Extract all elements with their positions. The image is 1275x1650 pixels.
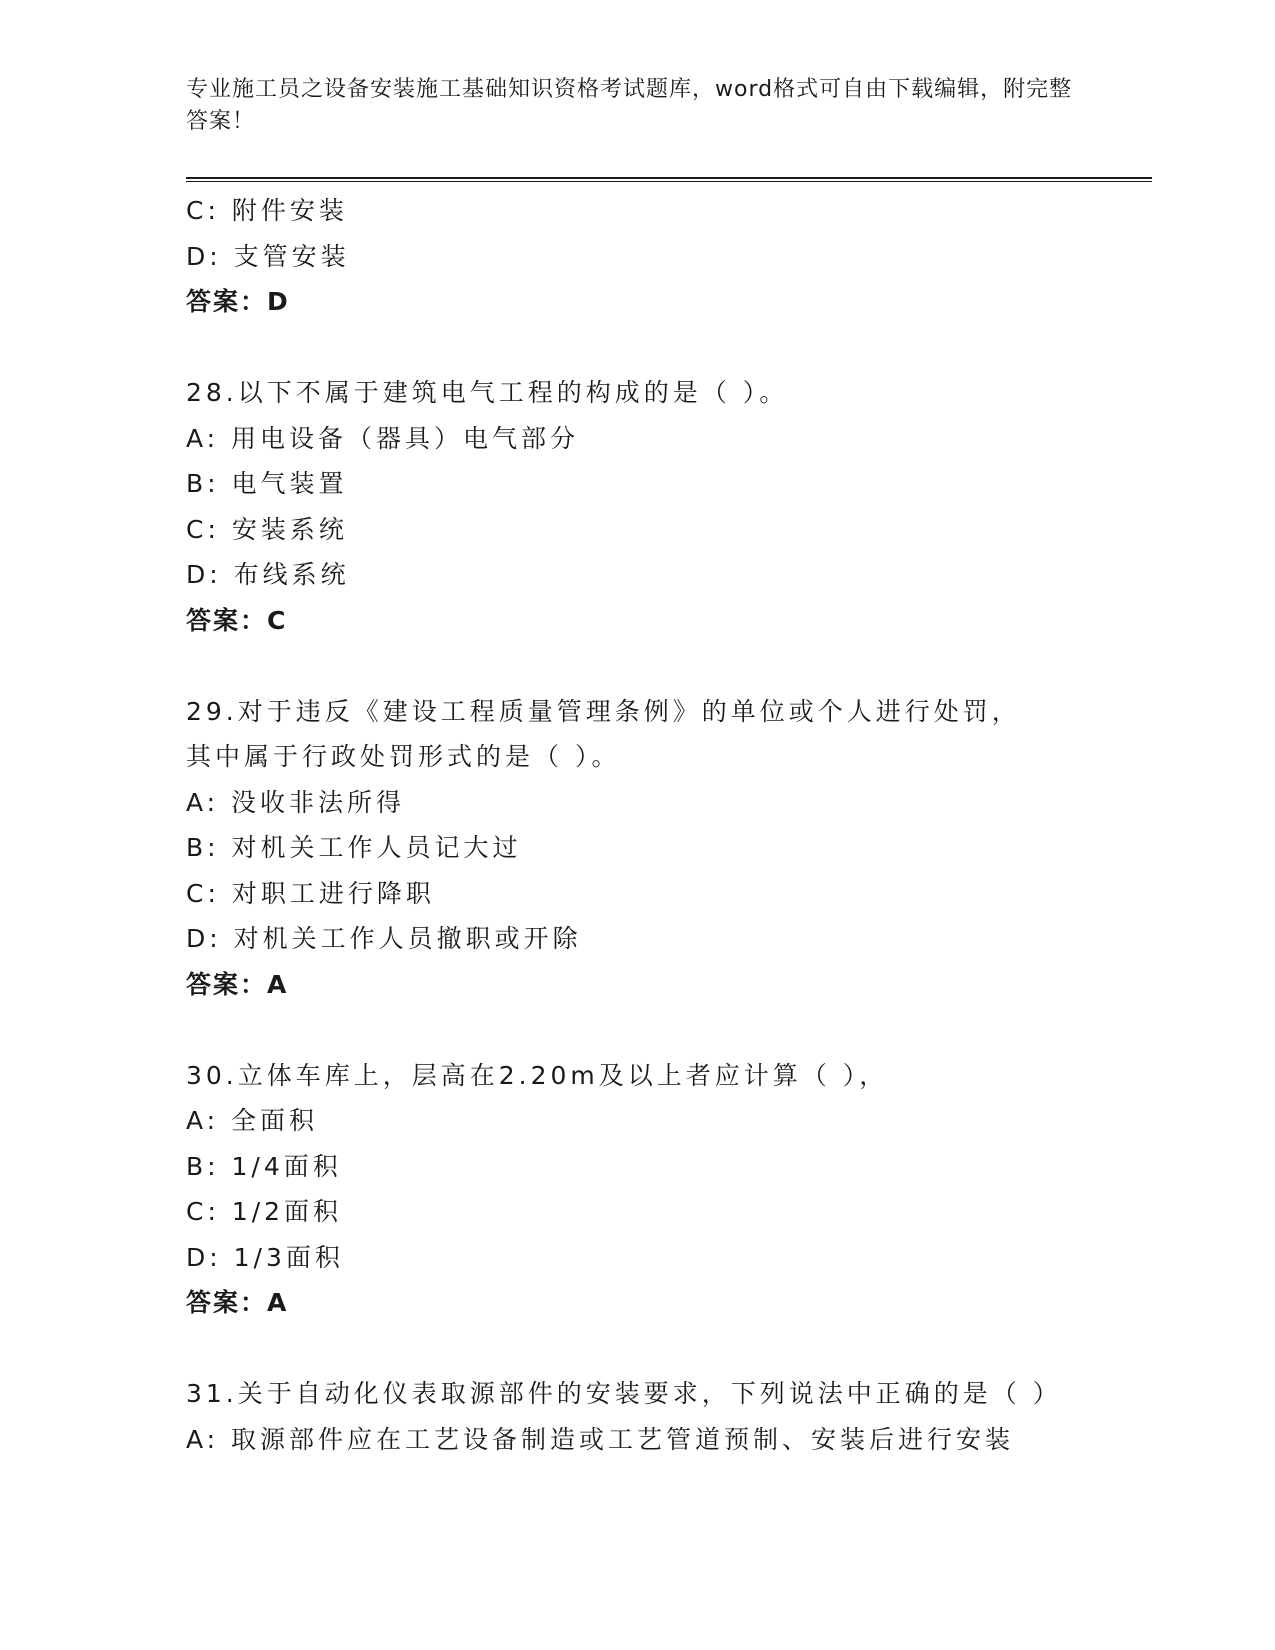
question-30: [186, 1053, 1126, 1326]
option-a: A: 没收非法所得: [186, 787, 406, 817]
question-28: [186, 370, 1126, 643]
option-d: D: 支管安装: [186, 241, 350, 271]
question-stem: 30.立体车库上，层高在2.20m及以上者应计算（ ），: [186, 1060, 889, 1090]
option-b: B: 电气装置: [186, 469, 348, 498]
option-a: A: 全面积: [186, 1106, 319, 1135]
question-29: [186, 689, 1126, 1008]
header-title: 专业施工员之设备安装施工基础知识资格考试题库，word格式可自由下载编辑，附完整答案！: [186, 77, 1073, 134]
option-b: B: 1/4面积: [186, 1151, 342, 1181]
option-c: C: 附件安装: [186, 196, 348, 225]
spacer: [186, 1326, 1126, 1372]
option-c: C: 对职工进行降职: [186, 878, 435, 908]
option-a: A: 用电设备（器具）电气部分: [186, 423, 580, 453]
answer: 答案：C: [186, 605, 288, 635]
carryover-block: [186, 188, 1126, 325]
answer: 答案：A: [186, 1288, 289, 1317]
spacer: [186, 1007, 1126, 1053]
spacer: [186, 643, 1126, 689]
answer: 答案：D: [186, 287, 290, 316]
option-d: D: 对机关工作人员撤职或开除: [186, 924, 582, 953]
option-a: A: 取源部件应在工艺设备制造或工艺管道预制、安装后进行安装: [186, 1424, 1015, 1454]
question-stem: 29.对于违反《建设工程质量管理条例》的单位或个人进行处罚，其中属于行政处罚形式的是（ ）。: [186, 696, 1021, 771]
page-header: [186, 74, 1086, 138]
option-c: C: 安装系统: [186, 514, 348, 544]
question-31: [186, 1371, 1126, 1462]
spacer: [186, 325, 1126, 371]
question-stem: 28.以下不属于建筑电气工程的构成的是（ ）。: [186, 378, 789, 407]
question-stem: 31.关于自动化仪表取源部件的安装要求，下列说法中正确的是（ ）: [186, 1379, 1062, 1408]
option-b: B: 对机关工作人员记大过: [186, 833, 522, 862]
option-d: D: 1/3面积: [186, 1242, 344, 1272]
header-rule: [186, 177, 1152, 182]
answer: 答案：A: [186, 969, 289, 999]
option-d: D: 布线系统: [186, 560, 350, 589]
option-c: C: 1/2面积: [186, 1197, 343, 1226]
question-list: [186, 188, 1126, 1462]
